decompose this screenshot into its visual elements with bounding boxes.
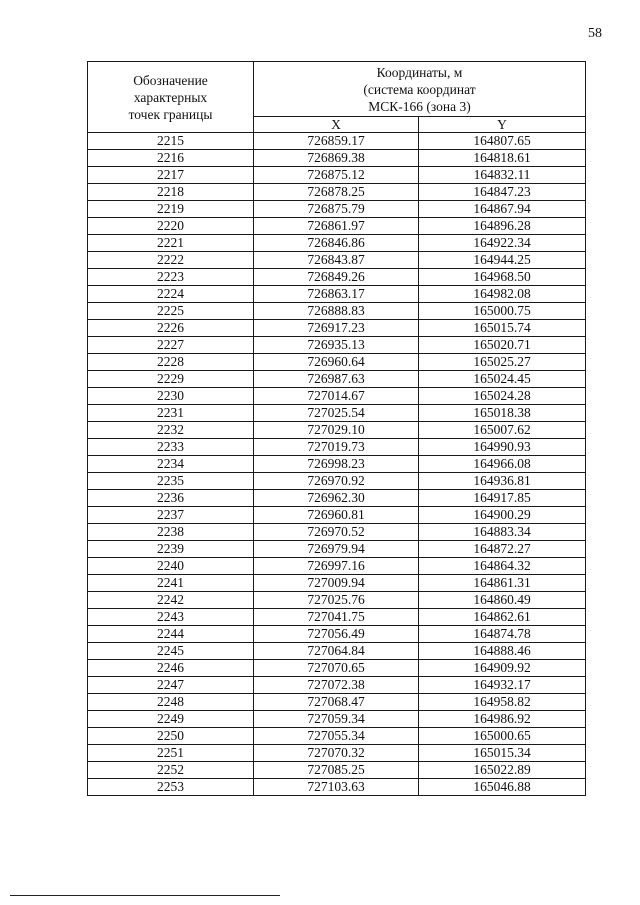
table-row: [88, 541, 586, 558]
x-coordinate-cell: 727029.10: [254, 422, 419, 439]
x-coordinate-cell: 726875.12: [254, 167, 419, 184]
x-coordinate-cell: 727056.49: [254, 626, 419, 643]
table-row: [88, 575, 586, 592]
point-id-cell: 2226: [88, 320, 254, 337]
x-coordinate-cell: 726846.86: [254, 235, 419, 252]
point-id-cell: 2251: [88, 745, 254, 762]
point-header-line-1: Обозначение: [133, 72, 208, 88]
y-coordinate-cell: 164917.85: [419, 490, 586, 507]
point-id-cell: 2253: [88, 779, 254, 796]
x-coordinate-cell: 726861.97: [254, 218, 419, 235]
y-coordinate-cell: 164932.17: [419, 677, 586, 694]
point-header-line-3: точек границы: [128, 106, 213, 122]
table-row: [88, 405, 586, 422]
y-coordinate-cell: 164874.78: [419, 626, 586, 643]
point-id-cell: 2247: [88, 677, 254, 694]
y-coordinate-cell: 164807.65: [419, 133, 586, 150]
y-coordinate-cell: 165020.71: [419, 337, 586, 354]
table-row: [88, 473, 586, 490]
table-row: [88, 558, 586, 575]
point-id-cell: 2234: [88, 456, 254, 473]
x-coordinate-cell: 726917.23: [254, 320, 419, 337]
y-coordinate-cell: 164968.50: [419, 269, 586, 286]
table-row: [88, 371, 586, 388]
x-coordinate-cell: 726843.87: [254, 252, 419, 269]
table-row: [88, 609, 586, 626]
point-id-cell: 2236: [88, 490, 254, 507]
point-id-cell: 2246: [88, 660, 254, 677]
x-coordinate-cell: 727019.73: [254, 439, 419, 456]
coords-header-line-3: МСК-166 (зона 3): [368, 99, 471, 114]
coords-header-line-1: Координаты, м: [376, 65, 463, 80]
x-coordinate-cell: 727059.34: [254, 711, 419, 728]
y-coordinate-cell: 164900.29: [419, 507, 586, 524]
table-row: [88, 711, 586, 728]
x-coordinate-cell: 727025.54: [254, 405, 419, 422]
y-coordinate-cell: 164883.34: [419, 524, 586, 541]
x-coordinate-cell: 726888.83: [254, 303, 419, 320]
y-coordinate-cell: 164986.92: [419, 711, 586, 728]
point-id-cell: 2222: [88, 252, 254, 269]
y-coordinate-cell: 165046.88: [419, 779, 586, 796]
y-coordinate-cell: 164958.82: [419, 694, 586, 711]
x-coordinate-cell: 726998.23: [254, 456, 419, 473]
x-coordinate-cell: 727070.65: [254, 660, 419, 677]
point-id-cell: 2217: [88, 167, 254, 184]
point-id-cell: 2249: [88, 711, 254, 728]
table-row: [88, 728, 586, 745]
y-coordinate-cell: 165018.38: [419, 405, 586, 422]
y-column-header: Y: [419, 117, 586, 133]
y-coordinate-cell: 164867.94: [419, 201, 586, 218]
table-row: [88, 745, 586, 762]
y-coordinate-cell: 165000.65: [419, 728, 586, 745]
x-coordinate-cell: 727064.84: [254, 643, 419, 660]
point-id-cell: 2220: [88, 218, 254, 235]
x-coordinate-cell: 726987.63: [254, 371, 419, 388]
x-coordinate-cell: 726970.52: [254, 524, 419, 541]
y-coordinate-cell: 164888.46: [419, 643, 586, 660]
table-row: [88, 337, 586, 354]
x-coordinate-cell: 726970.92: [254, 473, 419, 490]
x-coordinate-cell: 726869.38: [254, 150, 419, 167]
coordinates-table: [87, 61, 586, 796]
x-coordinate-cell: 726960.64: [254, 354, 419, 371]
x-column-header: X: [254, 117, 419, 133]
x-coordinate-cell: 726962.30: [254, 490, 419, 507]
x-coordinate-cell: 727070.32: [254, 745, 419, 762]
table-row: [88, 490, 586, 507]
y-coordinate-cell: 165024.45: [419, 371, 586, 388]
point-id-cell: 2219: [88, 201, 254, 218]
x-coordinate-cell: 727041.75: [254, 609, 419, 626]
y-coordinate-cell: 164861.31: [419, 575, 586, 592]
table-row: [88, 762, 586, 779]
point-id-cell: 2243: [88, 609, 254, 626]
point-id-cell: 2250: [88, 728, 254, 745]
point-id-cell: 2223: [88, 269, 254, 286]
point-id-cell: 2224: [88, 286, 254, 303]
point-id-cell: 2252: [88, 762, 254, 779]
x-coordinate-cell: 727055.34: [254, 728, 419, 745]
table-row: [88, 660, 586, 677]
point-id-cell: 2230: [88, 388, 254, 405]
table-row: [88, 133, 586, 150]
table-header: [88, 62, 586, 133]
point-id-cell: 2239: [88, 541, 254, 558]
x-coordinate-cell: 726960.81: [254, 507, 419, 524]
y-coordinate-cell: 164864.32: [419, 558, 586, 575]
point-id-cell: 2225: [88, 303, 254, 320]
x-coordinate-cell: 726979.94: [254, 541, 419, 558]
point-designation-header: [88, 62, 254, 133]
table-row: [88, 779, 586, 796]
table-row: [88, 184, 586, 201]
table-row: [88, 507, 586, 524]
table-row: [88, 643, 586, 660]
point-id-cell: 2237: [88, 507, 254, 524]
point-id-cell: 2227: [88, 337, 254, 354]
table-row: [88, 422, 586, 439]
x-coordinate-cell: 726935.13: [254, 337, 419, 354]
x-coordinate-cell: 726875.79: [254, 201, 419, 218]
y-coordinate-cell: 164847.23: [419, 184, 586, 201]
table-body: [88, 133, 586, 796]
x-coordinate-cell: 727014.67: [254, 388, 419, 405]
point-id-cell: 2235: [88, 473, 254, 490]
x-coordinate-cell: 726997.16: [254, 558, 419, 575]
table-row: [88, 235, 586, 252]
x-coordinate-cell: 727085.25: [254, 762, 419, 779]
x-coordinate-cell: 727025.76: [254, 592, 419, 609]
x-coordinate-cell: 726849.26: [254, 269, 419, 286]
point-id-cell: 2215: [88, 133, 254, 150]
x-coordinate-cell: 726878.25: [254, 184, 419, 201]
point-id-cell: 2242: [88, 592, 254, 609]
y-coordinate-cell: 164990.93: [419, 439, 586, 456]
table-row: [88, 201, 586, 218]
table-row: [88, 524, 586, 541]
point-id-cell: 2245: [88, 643, 254, 660]
y-coordinate-cell: 164818.61: [419, 150, 586, 167]
table-row: [88, 694, 586, 711]
point-id-cell: 2216: [88, 150, 254, 167]
table-row: [88, 592, 586, 609]
point-id-cell: 2229: [88, 371, 254, 388]
y-coordinate-cell: 164936.81: [419, 473, 586, 490]
point-id-cell: 2218: [88, 184, 254, 201]
footnote-separator: [10, 895, 280, 896]
point-header-line-2: характерных: [133, 89, 208, 105]
y-coordinate-cell: 165024.28: [419, 388, 586, 405]
y-coordinate-cell: 164982.08: [419, 286, 586, 303]
y-coordinate-cell: 164944.25: [419, 252, 586, 269]
table-row: [88, 677, 586, 694]
table-row: [88, 150, 586, 167]
table-row: [88, 303, 586, 320]
point-id-cell: 2221: [88, 235, 254, 252]
table-row: [88, 388, 586, 405]
y-coordinate-cell: 165025.27: [419, 354, 586, 371]
coords-header-line-2: (система координат: [363, 82, 476, 97]
y-coordinate-cell: 165022.89: [419, 762, 586, 779]
point-id-cell: 2231: [88, 405, 254, 422]
point-id-cell: 2232: [88, 422, 254, 439]
page-number: 58: [588, 26, 602, 41]
coordinates-header: [254, 62, 586, 117]
x-coordinate-cell: 726863.17: [254, 286, 419, 303]
x-coordinate-cell: 727103.63: [254, 779, 419, 796]
point-id-cell: 2233: [88, 439, 254, 456]
table-row: [88, 286, 586, 303]
y-coordinate-cell: 164860.49: [419, 592, 586, 609]
y-coordinate-cell: 165015.34: [419, 745, 586, 762]
y-coordinate-cell: 164832.11: [419, 167, 586, 184]
x-coordinate-cell: 727009.94: [254, 575, 419, 592]
x-coordinate-cell: 727068.47: [254, 694, 419, 711]
y-coordinate-cell: 164966.08: [419, 456, 586, 473]
point-id-cell: 2228: [88, 354, 254, 371]
table-row: [88, 167, 586, 184]
point-id-cell: 2248: [88, 694, 254, 711]
point-id-cell: 2238: [88, 524, 254, 541]
y-coordinate-cell: 165007.62: [419, 422, 586, 439]
y-coordinate-cell: 164872.27: [419, 541, 586, 558]
point-id-cell: 2241: [88, 575, 254, 592]
x-coordinate-cell: 726859.17: [254, 133, 419, 150]
header-row-main: [88, 62, 586, 117]
table-row: [88, 252, 586, 269]
table-row: [88, 269, 586, 286]
table-row: [88, 439, 586, 456]
point-id-cell: 2240: [88, 558, 254, 575]
table-row: [88, 218, 586, 235]
y-coordinate-cell: 164922.34: [419, 235, 586, 252]
y-coordinate-cell: 165000.75: [419, 303, 586, 320]
table-row: [88, 354, 586, 371]
table-row: [88, 320, 586, 337]
y-coordinate-cell: 165015.74: [419, 320, 586, 337]
y-coordinate-cell: 164896.28: [419, 218, 586, 235]
x-coordinate-cell: 727072.38: [254, 677, 419, 694]
point-id-cell: 2244: [88, 626, 254, 643]
table-row: [88, 626, 586, 643]
table-row: [88, 456, 586, 473]
y-coordinate-cell: 164862.61: [419, 609, 586, 626]
y-coordinate-cell: 164909.92: [419, 660, 586, 677]
